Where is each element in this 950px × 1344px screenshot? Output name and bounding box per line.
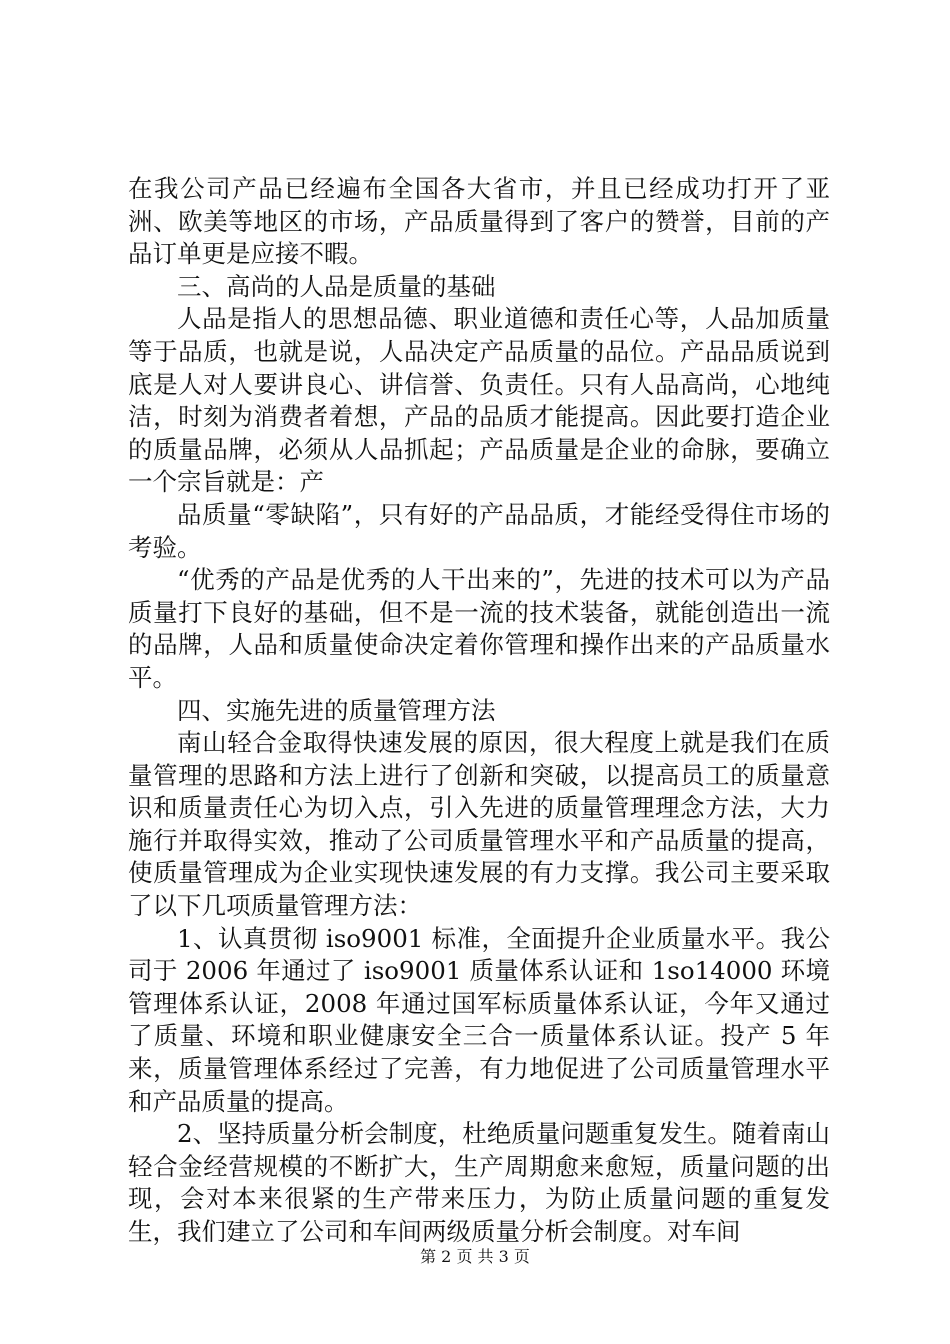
paragraph-nanshan-development: 南山轻合金取得快速发展的原因，很大程度上就是我们在质量管理的思路和方法上进行了创新和突破，以提高员工的质量意识和质量责任心为切入点，引入先进的质量管理理念方法，大力施行并取得实效，推动了公司质量管理水平和产品质量的提高，使质量管理成为企业实现快速发展的有力支撑。我公司主要采取了以下几项质量管理方法：: [128, 728, 830, 921]
page-footer: 第 2 页 共 3 页: [420, 1247, 530, 1266]
paragraph-character-quality: 人品是指人的思想品德、职业道德和责任心等，人品加质量等于品质，也就是说，人品决定产品质量的品位。产品品质说到底是人对人要讲良心、讲信誉、负责任。只有人品高尚，心地纯洁，时刻为消费者着想，产品的品质才能提高。因此要打造企业的质量品牌，必须从人品抓起；产品质量是企业的命脉，要确立一个宗旨就是：产: [128, 304, 830, 497]
section-heading-4: 四、实施先进的质量管理方法: [177, 695, 496, 725]
paragraph-continuation: 在我公司产品已经遍布全国各大省市，并且已经成功打开了亚洲、欧美等地区的市场，产品质量得到了客户的赞誉，目前的产品订单更是应接不暇。: [128, 174, 830, 269]
document-body: [128, 173, 830, 1249]
paragraph-quality-analysis: 2、坚持质量分析会制度，杜绝质量问题重复发生。随着南山轻合金经营规模的不断扩大，生产周期愈来愈短，质量问题的出现，会对本来很紧的生产带来压力，为防止质量问题的重复发生，我们建立了公司和车间两级质量分析会制度。对车间: [128, 1119, 830, 1246]
section-heading-3: 三、高尚的人品是质量的基础: [177, 271, 496, 301]
paragraph-zero-defect: 品质量“零缺陷”，只有好的产品品质，才能经受得住市场的考验。: [128, 499, 830, 562]
paragraph-iso9001: 1、认真贯彻 iso9001 标准，全面提升企业质量水平。我公司于 2006 年通过了 iso9001 质量体系认证和 1so14000 环境管理体系认证，2008 年通过国军标质量体系认证，今年又通过了质量、环境和职业健康安全三合一质量体系认证。投产 5 年来，质量管理体系经过了完善，有力地促进了公司质量管理水平和产品质量的提高。: [128, 923, 830, 1116]
paragraph-excellent-people: “优秀的产品是优秀的人干出来的”，先进的技术可以为产品质量打下良好的基础，但不是一流的技术装备，就能创造出一流的品牌，人品和质量使命决定着你管理和操作出来的产品质量水平。: [128, 565, 830, 692]
